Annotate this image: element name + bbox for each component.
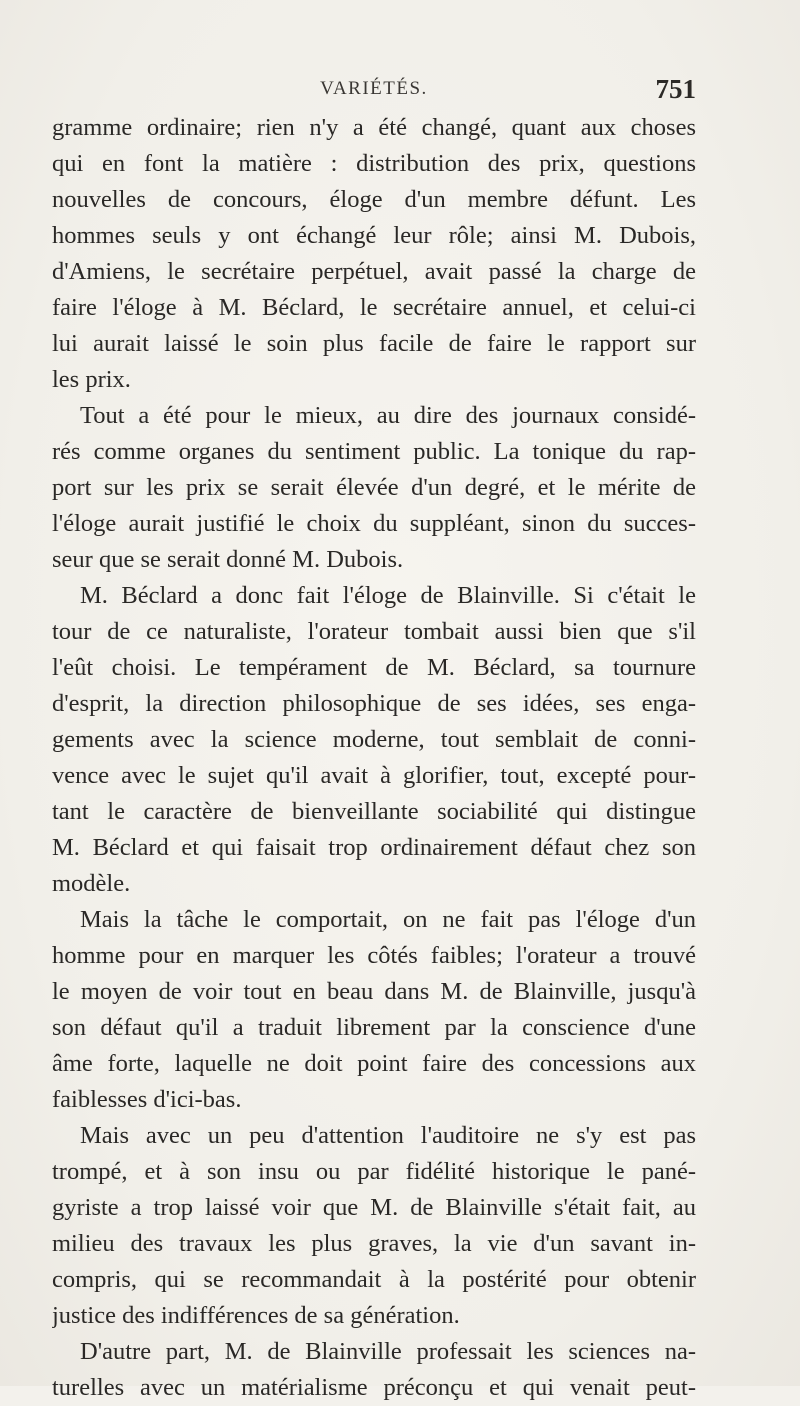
text-line: d'esprit, la direction philosophique de ses idées, ses enga- xyxy=(52,690,696,717)
text-line: tour de ce naturaliste, l'orateur tombait aussi bien que s'il xyxy=(52,618,696,645)
text-line: tant le caractère de bienveillante sociabilité qui distingue xyxy=(52,798,696,825)
text-line: faire l'éloge à M. Béclard, le secrétaire annuel, et celui-ci xyxy=(52,294,696,321)
text-line: gramme ordinaire; rien n'y a été changé, quant aux choses xyxy=(52,114,696,141)
text-line: son défaut qu'il a traduit librement par la conscience d'une xyxy=(52,1014,696,1041)
text-line: port sur les prix se serait élevée d'un degré, et le mérite de xyxy=(52,474,696,501)
text-line: homme pour en marquer les côtés faibles; l'orateur a trouvé xyxy=(52,942,696,969)
text-line: rés comme organes du sentiment public. La tonique du rap- xyxy=(52,438,696,465)
body-text xyxy=(52,110,696,1406)
text-line: âme forte, laquelle ne doit point faire des concessions aux xyxy=(52,1050,696,1077)
text-line: gements avec la science moderne, tout semblait de conni- xyxy=(52,726,696,753)
paragraph-start: Mais la tâche le comportait, on ne fait pas l'éloge d'un xyxy=(80,906,696,933)
text-line: lui aurait laissé le soin plus facile de faire le rapport sur xyxy=(52,330,696,357)
text-line: nouvelles de concours, éloge d'un membre défunt. Les xyxy=(52,186,696,213)
text-line: seur que se serait donné M. Dubois. xyxy=(52,546,404,573)
text-line: modèle. xyxy=(52,870,131,897)
text-line: compris, qui se recommandait à la postérité pour obtenir xyxy=(52,1266,696,1293)
page-number: 751 xyxy=(655,74,696,104)
text-line: trompé, et à son insu ou par fidélité historique le pané- xyxy=(52,1158,696,1185)
text-line: vence avec le sujet qu'il avait à glorifier, tout, excepté pour- xyxy=(52,762,696,789)
paragraph-start: Mais avec un peu d'attention l'auditoire ne s'y est pas xyxy=(80,1122,696,1149)
text-line: le moyen de voir tout en beau dans M. de Blainville, jusqu'à xyxy=(52,978,696,1005)
text-line: l'eût choisi. Le tempérament de M. Béclard, sa tournure xyxy=(52,654,696,681)
text-line: gyriste a trop laissé voir que M. de Blainville s'était fait, au xyxy=(52,1194,696,1221)
text-line: d'Amiens, le secrétaire perpétuel, avait passé la charge de xyxy=(52,258,696,285)
paragraph-start: Tout a été pour le mieux, au dire des journaux considé- xyxy=(80,402,696,429)
text-line: hommes seuls y ont échangé leur rôle; ainsi M. Dubois, xyxy=(52,222,696,249)
page-header xyxy=(52,74,696,110)
running-head: VARIÉTÉS. xyxy=(320,78,428,99)
text-line: qui en font la matière : distribution des prix, questions xyxy=(52,150,696,177)
text-line: M. Béclard et qui faisait trop ordinairement défaut chez son xyxy=(52,834,696,861)
paragraph-start: D'autre part, M. de Blainville professait les sciences na- xyxy=(80,1338,696,1365)
text-line: turelles avec un matérialisme préconçu et qui venait peut- xyxy=(52,1374,696,1401)
text-line: les prix. xyxy=(52,366,131,393)
text-line: milieu des travaux les plus graves, la vie d'un savant in- xyxy=(52,1230,696,1257)
text-line: justice des indifférences de sa génération. xyxy=(52,1302,460,1329)
text-line: faiblesses d'ici-bas. xyxy=(52,1086,242,1113)
paragraph-start: M. Béclard a donc fait l'éloge de Blainville. Si c'était le xyxy=(80,582,696,609)
text-line: l'éloge aurait justifié le choix du suppléant, sinon du succes- xyxy=(52,510,696,537)
